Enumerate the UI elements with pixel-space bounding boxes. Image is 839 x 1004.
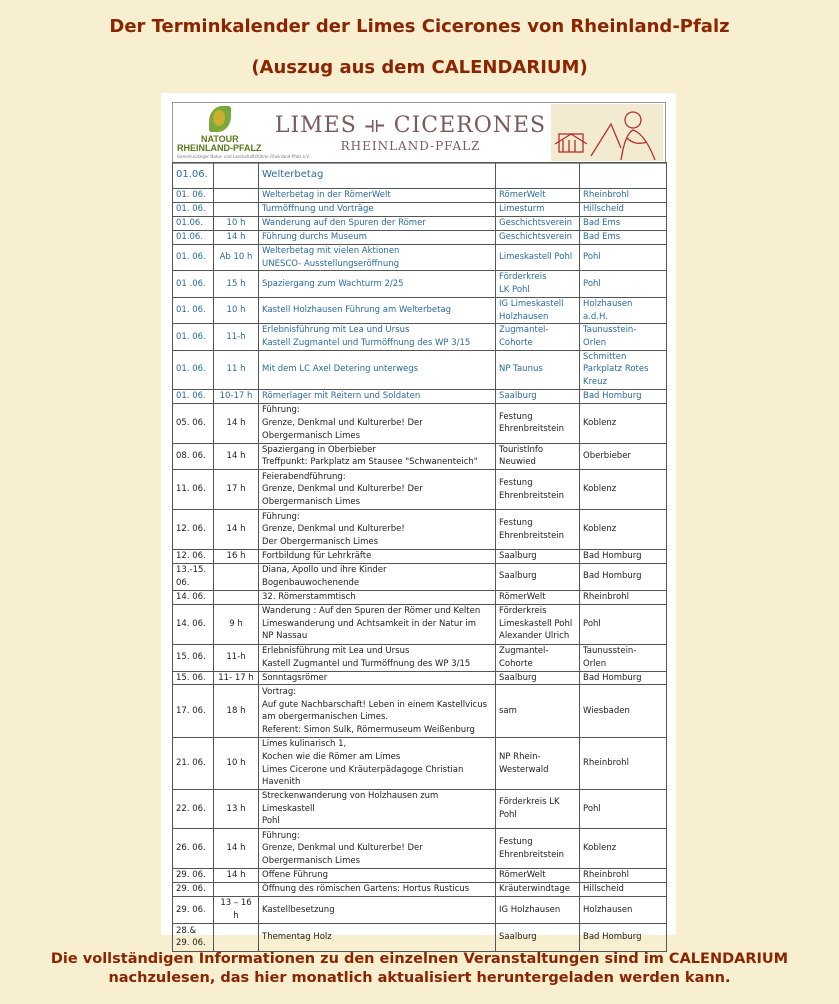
event-time: 16 h — [214, 550, 259, 564]
event-location: Rheinbrohl — [580, 738, 667, 790]
event-date: 29. 06. — [173, 882, 214, 896]
event-time: 14 h — [214, 869, 259, 883]
event-organizer: Kräuterwindtage — [496, 882, 580, 896]
event-location: Rheinbrohl — [580, 590, 667, 604]
table-row — [173, 896, 667, 923]
table-row — [173, 644, 667, 671]
event-date: 21. 06. — [173, 738, 214, 790]
event-title: Spaziergang in Oberbieber Treffpunkt: Parkplatz am Stausee "Schwanenteich" — [259, 443, 496, 469]
table-row — [173, 203, 667, 217]
event-title: Erlebnisführung mit Lea und Ursus Kastell Zugmantel und Turmöffnung des WP 3/15 — [259, 324, 496, 350]
event-organizer: Saalburg — [496, 671, 580, 685]
event-date: 28.& 29. 06. — [173, 923, 214, 951]
event-time: 11-h — [214, 324, 259, 350]
table-row — [173, 869, 667, 883]
table-header-row — [173, 163, 667, 189]
table-row — [173, 510, 667, 550]
table-row — [173, 231, 667, 245]
event-date: 01 .06. — [173, 271, 214, 297]
event-time — [214, 189, 259, 203]
event-organizer: Förderkreis LK Pohl — [496, 271, 580, 297]
event-organizer: RömerWelt — [496, 590, 580, 604]
event-title: Vortrag: Auf gute Nachbarschaft! Leben in einem Kastellvicus am obergermanischen Limes. Referent: Simon Sulk, Römermuseum Weißenburg — [259, 685, 496, 738]
event-organizer: Saalburg — [496, 389, 580, 403]
roman-figure-icon — [551, 104, 663, 161]
event-location: Bad Ems — [580, 231, 667, 245]
table-row — [173, 217, 667, 231]
event-time: 14 h — [214, 403, 259, 443]
event-organizer: Zugmantel- Cohorte — [496, 324, 580, 350]
event-location: Pohl — [580, 245, 667, 271]
event-date: 08. 06. — [173, 443, 214, 469]
event-date: 05. 06. — [173, 403, 214, 443]
event-location: Hillscheid — [580, 203, 667, 217]
event-date: 01. 06. — [173, 245, 214, 271]
event-location: Wiesbaden — [580, 685, 667, 738]
event-title: Diana, Apollo und ihre Kinder Bogenbauwochenende — [259, 564, 496, 590]
event-title: Welterbetag in der RömerWelt — [259, 189, 496, 203]
table-row — [173, 685, 667, 738]
event-organizer: Festung Ehrenbreitstein — [496, 403, 580, 443]
table-row — [173, 470, 667, 510]
event-time: 14 h — [214, 829, 259, 869]
event-time — [214, 882, 259, 896]
event-title: Sonntagsrömer — [259, 671, 496, 685]
event-location: Bad Homburg — [580, 389, 667, 403]
event-time: 9 h — [214, 604, 259, 644]
natour-logo-small: Gemeinnütziger Natur- und Landschaftsführer Rheinland-Pfalz e.V. — [177, 154, 310, 159]
event-location: Bad Ems — [580, 217, 667, 231]
event-location: Hillscheid — [580, 882, 667, 896]
event-time — [214, 923, 259, 951]
event-organizer — [496, 163, 580, 189]
event-organizer: RömerWelt — [496, 869, 580, 883]
event-date: 01. 06. — [173, 203, 214, 217]
limes-cicerones-logo: LIMES ⟛ CICERONES — [274, 113, 547, 138]
event-title: Öffnung des römischen Gartens: Hortus Rusticus — [259, 882, 496, 896]
event-time: 10-17 h — [214, 389, 259, 403]
natour-logo-text: NATOUR — [201, 134, 239, 144]
page-footer-note: Die vollständigen Informationen zu den einzelnen Veranstaltungen sind im CALENDARIUM nachzulesen, das hier monatlich aktualisiert heruntergeladen werden kann. — [50, 951, 789, 986]
table-row — [173, 882, 667, 896]
page-subtitle: (Auszug aus dem CALENDARIUM) — [251, 57, 588, 78]
event-title: Führung: Grenze, Denkmal und Kulturerbe! Der Obergermanisch Limes — [259, 510, 496, 550]
event-date: 01. 06. — [173, 350, 214, 389]
event-location: Pohl — [580, 790, 667, 829]
event-location: Koblenz — [580, 510, 667, 550]
table-row — [173, 790, 667, 829]
natour-logo — [175, 106, 310, 160]
table-row — [173, 271, 667, 297]
event-organizer: NP Taunus — [496, 350, 580, 389]
event-location: Bad Homburg — [580, 671, 667, 685]
event-date: 12. 06. — [173, 550, 214, 564]
table-row — [173, 829, 667, 869]
event-title: Feierabendführung: Grenze, Denkmal und Kulturerbe! Der Obergermanisch Limes — [259, 470, 496, 510]
table-row — [173, 550, 667, 564]
event-organizer: TouristInfo Neuwied — [496, 443, 580, 469]
event-date: 12. 06. — [173, 510, 214, 550]
sun-icon — [213, 110, 225, 126]
event-organizer: NP Rhein- Westerwald — [496, 738, 580, 790]
table-row — [173, 564, 667, 590]
event-title: Spaziergang zum Wachturm 2/25 — [259, 271, 496, 297]
event-title: Führung: Grenze, Denkmal und Kulturerbe! Der Obergermanisch Limes — [259, 829, 496, 869]
calendar-document — [161, 93, 676, 949]
table-row — [173, 350, 667, 389]
event-date: 15. 06. — [173, 671, 214, 685]
event-title: Welterbetag mit vielen Aktionen UNESCO- Ausstellungseröffnung — [259, 245, 496, 271]
event-organizer: Geschichtsverein — [496, 231, 580, 245]
event-organizer: IG Limeskastell Holzhausen — [496, 297, 580, 323]
event-organizer: Geschichtsverein — [496, 217, 580, 231]
event-title: Streckenwanderung von Holzhausen zum Limeskastell Pohl — [259, 790, 496, 829]
event-title: Wanderung auf den Spuren der Römer — [259, 217, 496, 231]
event-title: Führung: Grenze, Denkmal und Kulturerbe! Der Obergermanisch Limes — [259, 403, 496, 443]
event-date: 01. 06. — [173, 189, 214, 203]
event-location: Koblenz — [580, 470, 667, 510]
event-location: Koblenz — [580, 829, 667, 869]
event-organizer: Festung Ehrenbreitstein — [496, 510, 580, 550]
event-time: 13 – 16 h — [214, 896, 259, 923]
event-location — [580, 163, 667, 189]
event-organizer: Limesturm — [496, 203, 580, 217]
event-organizer: Saalburg — [496, 564, 580, 590]
event-title: Welterbetag — [259, 163, 496, 189]
event-time: 14 h — [214, 510, 259, 550]
event-location: Bad Homburg — [580, 564, 667, 590]
event-location: Holzhausen a.d.H. — [580, 297, 667, 323]
event-organizer: Förderkreis LK Pohl — [496, 790, 580, 829]
event-time: 11 h — [214, 350, 259, 389]
event-time — [214, 564, 259, 590]
table-row — [173, 671, 667, 685]
event-organizer: RömerWelt — [496, 189, 580, 203]
event-title: Limes kulinarisch 1, Kochen wie die Römer am Limes Limes Cicerone und Kräuterpädagoge Christian Havenith — [259, 738, 496, 790]
event-date: 22. 06. — [173, 790, 214, 829]
event-title: Thementag Holz — [259, 923, 496, 951]
event-time: Ab 10 h — [214, 245, 259, 271]
event-time: 10 h — [214, 738, 259, 790]
event-time: 10 h — [214, 297, 259, 323]
event-time: 17 h — [214, 470, 259, 510]
event-time: 11- 17 h — [214, 671, 259, 685]
table-row — [173, 324, 667, 350]
page-title: Der Terminkalender der Limes Cicerones von Rheinland-Pfalz — [109, 16, 730, 37]
event-date: 15. 06. — [173, 644, 214, 671]
event-date: 17. 06. — [173, 685, 214, 738]
table-row — [173, 389, 667, 403]
event-time — [214, 163, 259, 189]
event-time: 10 h — [214, 217, 259, 231]
event-time: 11-h — [214, 644, 259, 671]
event-title: Fortbildung für Lehrkräfte — [259, 550, 496, 564]
event-title: Wanderung : Auf den Spuren der Römer und Kelten Limeswanderung und Achtsamkeit in der Natur im NP Nassau — [259, 604, 496, 644]
table-row — [173, 443, 667, 469]
event-location: Bad Homburg — [580, 550, 667, 564]
event-title: Kastell Holzhausen Führung am Welterbetag — [259, 297, 496, 323]
event-location: Oberbieber — [580, 443, 667, 469]
event-date: 29. 06. — [173, 896, 214, 923]
header-banner — [172, 102, 666, 164]
event-organizer: Saalburg — [496, 923, 580, 951]
event-title: 32. Römerstammtisch — [259, 590, 496, 604]
event-location: Taunusstein- Orlen — [580, 324, 667, 350]
event-location: Rheinbrohl — [580, 189, 667, 203]
event-date: 01.06. — [173, 231, 214, 245]
table-row — [173, 403, 667, 443]
table-row — [173, 923, 667, 951]
event-organizer: sam — [496, 685, 580, 738]
event-time — [214, 590, 259, 604]
event-organizer: Zugmantel- Cohorte — [496, 644, 580, 671]
event-time: 18 h — [214, 685, 259, 738]
event-date: 14. 06. — [173, 604, 214, 644]
event-organizer: Saalburg — [496, 550, 580, 564]
event-date: 01. 06. — [173, 389, 214, 403]
event-date: 01.06. — [173, 163, 214, 189]
event-title: Erlebnisführung mit Lea und Ursus Kastell Zugmantel und Turmöffnung des WP 3/15 — [259, 644, 496, 671]
roman-figure-image — [551, 104, 663, 161]
table-row — [173, 189, 667, 203]
event-title: Führung durchs Museum — [259, 231, 496, 245]
natour-logo-region: RHEINLAND-PFALZ — [177, 143, 262, 153]
event-title: Römerlager mit Reitern und Soldaten — [259, 389, 496, 403]
table-row — [173, 590, 667, 604]
event-date: 01.06. — [173, 217, 214, 231]
event-location: Bad Homburg — [580, 923, 667, 951]
event-time: 15 h — [214, 271, 259, 297]
event-location: Pohl — [580, 604, 667, 644]
event-organizer: Limeskastell Pohl — [496, 245, 580, 271]
event-date: 01. 06. — [173, 324, 214, 350]
event-location: Rheinbrohl — [580, 869, 667, 883]
event-organizer: Festung Ehrenbreitstein — [496, 470, 580, 510]
event-date: 29. 06. — [173, 869, 214, 883]
table-row — [173, 297, 667, 323]
event-time: 14 h — [214, 443, 259, 469]
event-date: 01. 06. — [173, 297, 214, 323]
event-location: Koblenz — [580, 403, 667, 443]
event-location: Schmitten Parkplatz Rotes Kreuz — [580, 350, 667, 389]
table-row — [173, 245, 667, 271]
event-time: 13 h — [214, 790, 259, 829]
event-organizer: Förderkreis Limeskastell Pohl Alexander Ulrich — [496, 604, 580, 644]
limes-cicerones-region: RHEINLAND-PFALZ — [340, 139, 481, 153]
event-title: Turmöffnung und Vorträge — [259, 203, 496, 217]
event-time — [214, 203, 259, 217]
event-date: 26. 06. — [173, 829, 214, 869]
event-location: Holzhausen — [580, 896, 667, 923]
event-date: 13.-15. 06. — [173, 564, 214, 590]
event-location: Taunusstein- Orlen — [580, 644, 667, 671]
event-location: Pohl — [580, 271, 667, 297]
event-title: Kastellbesetzung — [259, 896, 496, 923]
event-title: Mit dem LC Axel Detering unterwegs — [259, 350, 496, 389]
event-organizer: Festung Ehrenbreitstein — [496, 829, 580, 869]
event-table — [172, 162, 667, 952]
table-row — [173, 738, 667, 790]
table-row — [173, 604, 667, 644]
event-date: 11. 06. — [173, 470, 214, 510]
event-title: Offene Führung — [259, 869, 496, 883]
event-date: 14. 06. — [173, 590, 214, 604]
event-time: 14 h — [214, 231, 259, 245]
event-organizer: IG Holzhausen — [496, 896, 580, 923]
